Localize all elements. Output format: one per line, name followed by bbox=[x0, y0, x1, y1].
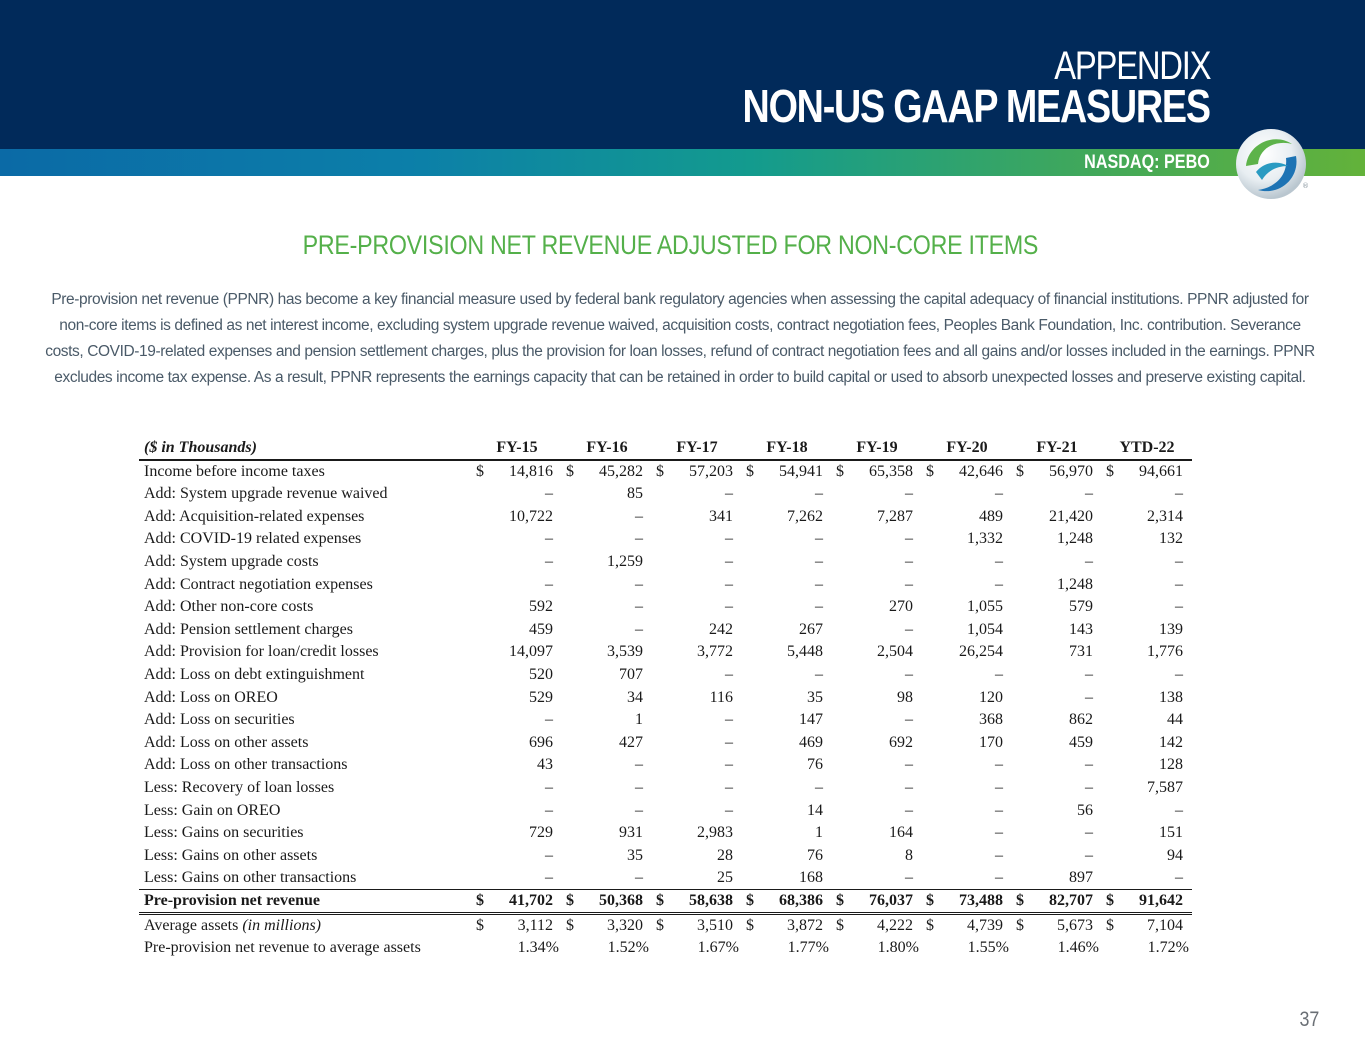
cell-value: – bbox=[545, 801, 553, 819]
cell-value: – bbox=[815, 598, 823, 616]
cell-value: 168 bbox=[799, 869, 823, 887]
cell-value bbox=[922, 914, 1012, 938]
table-header-row bbox=[139, 437, 1192, 460]
cell-value: 7,262 bbox=[787, 507, 823, 525]
row-label: Add: Acquisition-related expenses bbox=[144, 507, 365, 525]
cell-value: 1,332 bbox=[967, 530, 1003, 548]
cell-value: 1.46% bbox=[1057, 939, 1099, 957]
cell-value: 73,488 bbox=[959, 892, 1003, 910]
cell-value: 862 bbox=[1069, 711, 1093, 729]
cell-value: 138 bbox=[1159, 688, 1183, 706]
column-header: YTD-22 bbox=[1119, 439, 1175, 456]
cell-value: – bbox=[995, 553, 1003, 571]
currency-symbol: $ bbox=[926, 892, 934, 910]
cell-value: 489 bbox=[979, 507, 1003, 525]
cell-value bbox=[562, 460, 652, 483]
cell-value: – bbox=[905, 756, 913, 774]
cell-value bbox=[832, 890, 922, 914]
cell-value: 147 bbox=[799, 711, 823, 729]
cell-value: 341 bbox=[709, 507, 733, 525]
currency-symbol: $ bbox=[566, 917, 574, 935]
cell-value: 76,037 bbox=[869, 892, 913, 910]
row-label: Less: Gains on securities bbox=[144, 824, 304, 842]
cell-value: – bbox=[905, 530, 913, 548]
cell-value: 1.72% bbox=[1147, 939, 1189, 957]
cell-value: 520 bbox=[529, 666, 553, 684]
cell-value: 21,420 bbox=[1049, 507, 1093, 525]
table-row bbox=[139, 732, 1192, 755]
row-label: Add: Pension settlement charges bbox=[144, 620, 353, 638]
cell-value: – bbox=[995, 869, 1003, 887]
table-row bbox=[139, 528, 1192, 551]
row-label: Add: Loss on OREO bbox=[144, 688, 278, 706]
cell-value bbox=[1102, 914, 1192, 938]
cell-value bbox=[562, 890, 652, 914]
cell-value: 82,707 bbox=[1049, 892, 1093, 910]
cell-value: – bbox=[815, 666, 823, 684]
currency-symbol: $ bbox=[926, 917, 934, 935]
cell-value: 94 bbox=[1167, 846, 1183, 864]
cell-value: – bbox=[995, 485, 1003, 503]
cell-value: 4,222 bbox=[877, 917, 913, 935]
cell-value: 14,816 bbox=[509, 463, 553, 480]
cell-value: – bbox=[905, 779, 913, 797]
table-row bbox=[139, 551, 1192, 574]
table-row bbox=[139, 890, 1192, 914]
cell-value: – bbox=[635, 507, 643, 525]
cell-value: – bbox=[995, 779, 1003, 797]
cell-value: 1,776 bbox=[1147, 643, 1183, 661]
cell-value: 579 bbox=[1069, 598, 1093, 616]
row-label: Add: Loss on other assets bbox=[144, 733, 309, 751]
currency-symbol: $ bbox=[836, 892, 844, 910]
cell-value bbox=[922, 460, 1012, 483]
cell-value: 85 bbox=[627, 485, 643, 503]
cell-value: – bbox=[815, 779, 823, 797]
cell-value bbox=[742, 914, 832, 938]
cell-value: 1.77% bbox=[787, 939, 829, 957]
cell-value: – bbox=[725, 779, 733, 797]
cell-value: – bbox=[815, 485, 823, 503]
cell-value bbox=[922, 890, 1012, 914]
table-row bbox=[139, 573, 1192, 596]
currency-symbol: $ bbox=[1016, 917, 1024, 935]
currency-symbol: $ bbox=[746, 917, 754, 935]
cell-value: 54,941 bbox=[779, 463, 823, 480]
row-label: Add: Loss on securities bbox=[144, 711, 295, 729]
cell-value: – bbox=[905, 801, 913, 819]
cell-value: 76 bbox=[807, 846, 823, 864]
cell-value bbox=[472, 890, 562, 914]
cell-value: – bbox=[1085, 553, 1093, 571]
cell-value: – bbox=[1175, 869, 1183, 887]
cell-value: 2,504 bbox=[877, 643, 913, 661]
cell-value: 242 bbox=[709, 620, 733, 638]
cell-value: 1,259 bbox=[607, 553, 643, 571]
ppnr-table bbox=[139, 437, 1192, 960]
cell-value: – bbox=[725, 711, 733, 729]
table-row bbox=[139, 845, 1192, 868]
table-row bbox=[139, 914, 1192, 938]
cell-value: – bbox=[1085, 666, 1093, 684]
row-label: Pre-provision net revenue to average assets bbox=[144, 939, 421, 957]
cell-value: 14,097 bbox=[509, 643, 553, 661]
cell-value: – bbox=[635, 530, 643, 548]
row-label: Add: COVID-19 related expenses bbox=[144, 530, 362, 548]
currency-symbol: $ bbox=[836, 463, 844, 480]
cell-value: – bbox=[545, 530, 553, 548]
cell-value: 931 bbox=[619, 824, 643, 842]
cell-value: – bbox=[725, 756, 733, 774]
unit-label: ($ in Thousands) bbox=[144, 439, 257, 456]
cell-value: 1,248 bbox=[1057, 530, 1093, 548]
column-header: FY-16 bbox=[586, 439, 628, 456]
currency-symbol: $ bbox=[656, 892, 664, 910]
cell-value: 3,510 bbox=[697, 917, 733, 935]
cell-value: – bbox=[815, 575, 823, 593]
table-row bbox=[139, 596, 1192, 619]
row-label: Pre-provision net revenue bbox=[144, 892, 320, 910]
currency-symbol: $ bbox=[926, 463, 934, 480]
cell-value: 35 bbox=[807, 688, 823, 706]
column-header: FY-20 bbox=[946, 439, 988, 456]
cell-value: – bbox=[545, 485, 553, 503]
cell-value: 143 bbox=[1069, 620, 1093, 638]
cell-value bbox=[1102, 890, 1192, 914]
cell-value: – bbox=[1085, 846, 1093, 864]
cell-value: – bbox=[545, 553, 553, 571]
cell-value bbox=[652, 460, 742, 483]
cell-value: – bbox=[905, 575, 913, 593]
cell-value: 4,739 bbox=[967, 917, 1003, 935]
cell-value: 94,661 bbox=[1139, 463, 1183, 480]
cell-value: 50,368 bbox=[599, 892, 643, 910]
cell-value: 164 bbox=[889, 824, 913, 842]
cell-value: – bbox=[995, 801, 1003, 819]
cell-value: – bbox=[635, 869, 643, 887]
cell-value: 56,970 bbox=[1049, 463, 1093, 480]
column-header: FY-18 bbox=[766, 439, 808, 456]
cell-value: 58,638 bbox=[689, 892, 733, 910]
cell-value: – bbox=[545, 779, 553, 797]
cell-value: 132 bbox=[1159, 530, 1183, 548]
currency-symbol: $ bbox=[566, 892, 574, 910]
currency-symbol: $ bbox=[1106, 892, 1114, 910]
cell-value bbox=[1102, 460, 1192, 483]
table-row bbox=[139, 641, 1192, 664]
table-row bbox=[139, 867, 1192, 890]
cell-value: 139 bbox=[1159, 620, 1183, 638]
cell-value: – bbox=[1085, 756, 1093, 774]
currency-symbol: $ bbox=[1016, 463, 1024, 480]
cell-value bbox=[832, 914, 922, 938]
cell-value: 1.34% bbox=[517, 939, 559, 957]
cell-value: 2,314 bbox=[1147, 507, 1183, 525]
cell-value: – bbox=[725, 485, 733, 503]
cell-value: 76 bbox=[807, 756, 823, 774]
cell-value: – bbox=[635, 756, 643, 774]
currency-symbol: $ bbox=[566, 463, 574, 480]
cell-value: – bbox=[1175, 553, 1183, 571]
cell-value: 98 bbox=[897, 688, 913, 706]
cell-value bbox=[472, 914, 562, 938]
cell-value: – bbox=[905, 485, 913, 503]
cell-value: – bbox=[725, 575, 733, 593]
cell-value: – bbox=[1085, 779, 1093, 797]
cell-value: 3,772 bbox=[697, 643, 733, 661]
cell-value: – bbox=[815, 530, 823, 548]
cell-value: 1,248 bbox=[1057, 575, 1093, 593]
peoples-bank-logo-icon bbox=[1234, 126, 1310, 202]
cell-value: 42,646 bbox=[959, 463, 1003, 480]
cell-value bbox=[1012, 890, 1102, 914]
currency-symbol: $ bbox=[836, 917, 844, 935]
cell-value: 1.80% bbox=[877, 939, 919, 957]
cell-value: 170 bbox=[979, 733, 1003, 751]
table-row bbox=[139, 619, 1192, 642]
cell-value: – bbox=[545, 575, 553, 593]
cell-value: – bbox=[545, 846, 553, 864]
cell-value: 25 bbox=[717, 869, 733, 887]
cell-value: 116 bbox=[709, 688, 733, 706]
header-title: NON-US GAAP MEASURES bbox=[742, 80, 1210, 132]
cell-value: – bbox=[905, 620, 913, 638]
cell-value: 1 bbox=[815, 824, 823, 842]
cell-value: – bbox=[995, 824, 1003, 842]
cell-value: 1.55% bbox=[967, 939, 1009, 957]
cell-value bbox=[1012, 460, 1102, 483]
cell-value: 7,287 bbox=[877, 507, 913, 525]
cell-value: 142 bbox=[1159, 733, 1183, 751]
currency-symbol: $ bbox=[476, 892, 484, 910]
cell-value bbox=[832, 460, 922, 483]
cell-value: – bbox=[1175, 801, 1183, 819]
cell-value: 1.67% bbox=[697, 939, 739, 957]
table-row bbox=[139, 709, 1192, 732]
cell-value: 3,320 bbox=[607, 917, 643, 935]
currency-symbol: $ bbox=[1106, 463, 1114, 480]
row-label: Add: Provision for loan/credit losses bbox=[144, 643, 379, 661]
cell-value: 1.52% bbox=[607, 939, 649, 957]
cell-value: 14 bbox=[807, 801, 823, 819]
cell-value: 120 bbox=[979, 688, 1003, 706]
cell-value: 10,722 bbox=[509, 507, 553, 525]
cell-value: – bbox=[635, 620, 643, 638]
cell-value: 707 bbox=[619, 666, 643, 684]
cell-value: 68,386 bbox=[779, 892, 823, 910]
currency-symbol: $ bbox=[656, 917, 664, 935]
cell-value: – bbox=[635, 779, 643, 797]
row-label: Less: Recovery of loan losses bbox=[144, 779, 335, 797]
table-row bbox=[139, 822, 1192, 845]
column-header: FY-21 bbox=[1036, 439, 1078, 456]
cell-value: 592 bbox=[529, 598, 553, 616]
cell-value: 3,112 bbox=[517, 917, 553, 935]
row-label: Less: Gain on OREO bbox=[144, 801, 281, 819]
cell-value: – bbox=[635, 801, 643, 819]
cell-value: 5,448 bbox=[787, 643, 823, 661]
cell-value: 897 bbox=[1069, 869, 1093, 887]
row-label: Add: System upgrade revenue waived bbox=[144, 485, 388, 503]
row-label: Add: Other non-core costs bbox=[144, 598, 314, 616]
row-label: Add: Loss on debt extinguishment bbox=[144, 666, 365, 684]
row-label-main: Average assets bbox=[144, 917, 243, 935]
cell-value: 65,358 bbox=[869, 463, 913, 480]
cell-value: – bbox=[1175, 485, 1183, 503]
page-number: 37 bbox=[1299, 1008, 1319, 1031]
ticker-label: NASDAQ: PEBO bbox=[1084, 152, 1210, 173]
cell-value: – bbox=[905, 869, 913, 887]
cell-value: – bbox=[995, 666, 1003, 684]
cell-value: 267 bbox=[799, 620, 823, 638]
cell-value: 459 bbox=[529, 620, 553, 638]
cell-value bbox=[742, 890, 832, 914]
row-label: Add: Loss on other transactions bbox=[144, 756, 348, 774]
cell-value: – bbox=[1175, 598, 1183, 616]
row-label: Add: System upgrade costs bbox=[144, 553, 319, 571]
cell-value: – bbox=[1175, 666, 1183, 684]
row-label: Income before income taxes bbox=[144, 463, 325, 480]
currency-symbol: $ bbox=[746, 463, 754, 480]
cell-value: 26,254 bbox=[959, 643, 1003, 661]
cell-value: 7,587 bbox=[1147, 779, 1183, 797]
page-title: PRE-PROVISION NET REVENUE ADJUSTED FOR NON-CORE ITEMS bbox=[302, 230, 1039, 260]
table-row bbox=[139, 799, 1192, 822]
cell-value: – bbox=[995, 756, 1003, 774]
table-row bbox=[139, 506, 1192, 529]
cell-value: – bbox=[1085, 485, 1093, 503]
svg-text:®: ® bbox=[1302, 182, 1309, 190]
cell-value: – bbox=[725, 801, 733, 819]
cell-value: – bbox=[725, 530, 733, 548]
cell-value: 1 bbox=[635, 711, 643, 729]
cell-value bbox=[562, 914, 652, 938]
cell-value: 2,983 bbox=[697, 824, 733, 842]
cell-value: – bbox=[725, 666, 733, 684]
cell-value: 731 bbox=[1069, 643, 1093, 661]
cell-value: 729 bbox=[529, 824, 553, 842]
cell-value: – bbox=[905, 711, 913, 729]
cell-value: 1,054 bbox=[967, 620, 1003, 638]
currency-symbol: $ bbox=[1106, 917, 1114, 935]
row-label: Less: Gains on other transactions bbox=[144, 869, 357, 887]
cell-value: 5,673 bbox=[1057, 917, 1093, 935]
cell-value: 1,055 bbox=[967, 598, 1003, 616]
row-label: Less: Gains on other assets bbox=[144, 846, 318, 864]
table-row bbox=[139, 483, 1192, 506]
table-row bbox=[139, 777, 1192, 800]
cell-value: – bbox=[815, 553, 823, 571]
cell-value: 151 bbox=[1159, 824, 1183, 842]
cell-value: – bbox=[995, 575, 1003, 593]
currency-symbol: $ bbox=[476, 463, 484, 480]
header-appendix: APPENDIX bbox=[1053, 44, 1210, 88]
cell-value: 3,872 bbox=[787, 917, 823, 935]
cell-value: 469 bbox=[799, 733, 823, 751]
row-label-unit: (in millions) bbox=[242, 917, 321, 935]
row-label: Add: Contract negotiation expenses bbox=[144, 575, 373, 593]
table-row bbox=[139, 664, 1192, 687]
cell-value: 41,702 bbox=[509, 892, 553, 910]
cell-value: 56 bbox=[1077, 801, 1093, 819]
cell-value: 45,282 bbox=[599, 463, 643, 480]
cell-value: 43 bbox=[537, 756, 553, 774]
cell-value: 459 bbox=[1069, 733, 1093, 751]
cell-value: 692 bbox=[889, 733, 913, 751]
cell-value: 128 bbox=[1159, 756, 1183, 774]
table-row bbox=[139, 937, 1192, 960]
cell-value: 368 bbox=[979, 711, 1003, 729]
cell-value: – bbox=[725, 553, 733, 571]
cell-value: – bbox=[725, 733, 733, 751]
cell-value: – bbox=[635, 598, 643, 616]
cell-value: 8 bbox=[905, 846, 913, 864]
currency-symbol: $ bbox=[1016, 892, 1024, 910]
row-label bbox=[139, 914, 472, 938]
cell-value: 7,104 bbox=[1147, 917, 1183, 935]
column-header: FY-15 bbox=[496, 439, 538, 456]
table-row bbox=[139, 460, 1192, 483]
cell-value: – bbox=[905, 553, 913, 571]
currency-symbol: $ bbox=[476, 917, 484, 935]
column-header: FY-17 bbox=[676, 439, 718, 456]
cell-value: 28 bbox=[717, 846, 733, 864]
cell-value: 91,642 bbox=[1139, 892, 1183, 910]
table-row bbox=[139, 686, 1192, 709]
cell-value: – bbox=[995, 846, 1003, 864]
cell-value: – bbox=[635, 575, 643, 593]
cell-value: – bbox=[725, 598, 733, 616]
currency-symbol: $ bbox=[746, 892, 754, 910]
cell-value: 35 bbox=[627, 846, 643, 864]
cell-value: 57,203 bbox=[689, 463, 733, 480]
cell-value: 270 bbox=[889, 598, 913, 616]
column-header: FY-19 bbox=[856, 439, 898, 456]
cell-value: – bbox=[1175, 575, 1183, 593]
cell-value: 529 bbox=[529, 688, 553, 706]
cell-value: – bbox=[545, 711, 553, 729]
header-banner bbox=[0, 0, 1365, 149]
cell-value bbox=[742, 460, 832, 483]
currency-symbol: $ bbox=[656, 463, 664, 480]
cell-value bbox=[1012, 914, 1102, 938]
cell-value: 3,539 bbox=[607, 643, 643, 661]
cell-value: – bbox=[905, 666, 913, 684]
cell-value: 427 bbox=[619, 733, 643, 751]
cell-value: 34 bbox=[627, 688, 643, 706]
cell-value bbox=[652, 914, 742, 938]
cell-value: 44 bbox=[1167, 711, 1183, 729]
cell-value: – bbox=[545, 869, 553, 887]
description-paragraph: Pre-provision net revenue (PPNR) has become a key financial measure used by federal bank regulatory agencies when assessing the capital adequacy of financial institutions. PPNR adjusted for non-core items is defined as net interest income, excluding system upgrade revenue waived, acquisition costs, contract negotiation fees, Peoples Bank Foundation, Inc. contribution. Severance costs, COVID-19-related expenses and pension settlement charges, plus the provision for loan losses, refund of contract negotiation fees and all gains and/or losses included in the earnings. PPNR excludes income tax expense. As a result, PPNR represents the earnings capacity that can be retained in order to build capital or used to absorb unexpected losses and preserve existing capital. bbox=[45, 291, 1315, 386]
cell-value: – bbox=[1085, 824, 1093, 842]
table-row bbox=[139, 754, 1192, 777]
cell-value bbox=[472, 460, 562, 483]
cell-value: 696 bbox=[529, 733, 553, 751]
cell-value bbox=[652, 890, 742, 914]
cell-value: – bbox=[1085, 688, 1093, 706]
